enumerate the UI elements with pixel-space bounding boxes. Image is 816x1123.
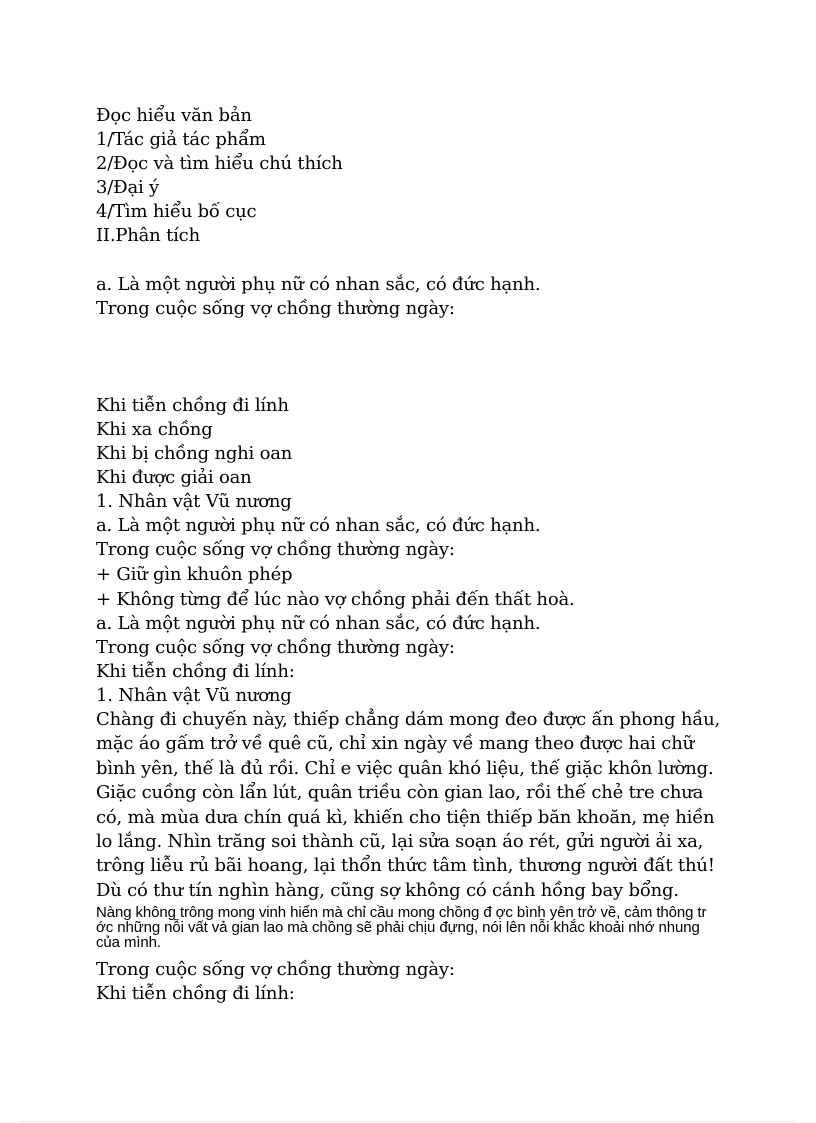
text-line: a. Là một người phụ nữ có nhan sắc, có đức hạnh. xyxy=(96,274,541,295)
text-line: 1. Nhân vật Vũ nương xyxy=(96,491,292,512)
comment-paragraph: Nàng không trông mong vinh hiển mà chỉ cầu mong chồng đ ợc bình yên trở về, cảm thông tr ớc những nỗi vất vả gian lao mà chồng sẽ phải chịu đựng, nói lên nỗi khắc khoải nhớ nhung của mình. xyxy=(96,904,707,951)
text-line: Khi tiễn chồng đi lính: xyxy=(96,661,295,682)
text-line: Khi bị chồng nghi oan xyxy=(96,443,293,464)
heading-phan-tich: II.Phân tích xyxy=(96,225,200,246)
item-chu-thich: 2/Đọc và tìm hiểu chú thích xyxy=(96,153,343,174)
quote-paragraph: Chàng đi chuyến này, thiếp chẳng dám mong đeo được ấn phong hầu, mặc áo gấm trở về quê cũ, chỉ xin ngày về mang theo được hai chữ bình yên, thế là đủ rồi. Chỉ e việc quân khó liệu, thế giặc khôn lường. Giặc cuồng còn lẩn lút, quân triều còn gian lao, rồi thế chẻ tre chưa có, mà mùa dưa chín quá kì, khiến cho tiện thiếp băn khoăn, mẹ hiền lo lắng. Nhìn trăng soi thành cũ, lại sửa soạn áo rét, gửi người ải xa, trông liễu rủ bãi hoang, lại thổn thức tâm tình, thương người đất thú! Dù có thư tín nghìn hàng, cũng sợ không có cánh hồng bay bổng. xyxy=(96,709,720,901)
text-line: Khi tiễn chồng đi lính: xyxy=(96,983,295,1004)
text-line: Trong cuộc sống vợ chồng thường ngày: xyxy=(96,637,455,658)
text-line: a. Là một người phụ nữ có nhan sắc, có đức hạnh. xyxy=(96,613,541,634)
item-dai-y: 3/Đại ý xyxy=(96,177,160,198)
item-tac-gia: 1/Tác giả tác phẩm xyxy=(96,129,266,150)
text-line: 1. Nhân vật Vũ nương xyxy=(96,685,292,706)
page-bottom-rule xyxy=(20,1121,796,1122)
text-line: Khi được giải oan xyxy=(96,467,252,488)
text-line: Trong cuộc sống vợ chồng thường ngày: xyxy=(96,298,455,319)
heading-doc-hieu: Đọc hiểu văn bản xyxy=(96,105,252,126)
text-line: Trong cuộc sống vợ chồng thường ngày: xyxy=(96,539,455,560)
item-bo-cuc: 4/Tìm hiểu bố cục xyxy=(96,201,257,222)
text-line: + Không từng để lúc nào vợ chồng phải đến thất hoà. xyxy=(96,589,575,610)
text-line: Khi tiễn chồng đi lính xyxy=(96,395,289,416)
text-line: a. Là một người phụ nữ có nhan sắc, có đức hạnh. xyxy=(96,515,541,536)
text-line: + Giữ gìn khuôn phép xyxy=(96,564,293,585)
text-line: Khi xa chồng xyxy=(96,419,213,440)
text-line: Trong cuộc sống vợ chồng thường ngày: xyxy=(96,959,455,980)
